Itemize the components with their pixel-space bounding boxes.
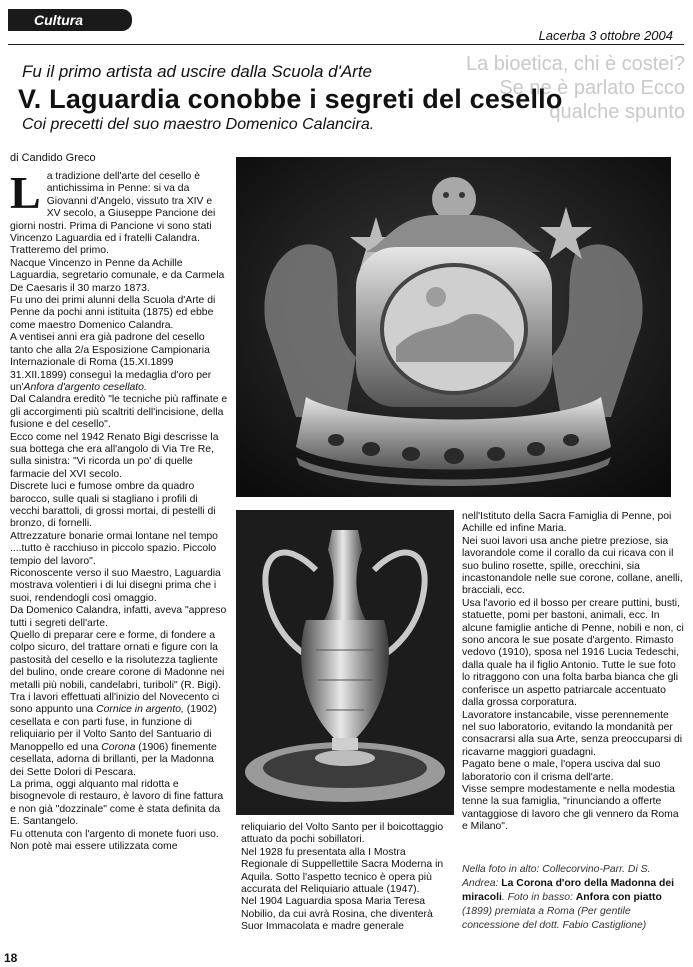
paragraph: Usa l'avorio ed il bosso per creare puttini, busti, statuette, pomi per bastoni, animali, ecc. In alcune famiglie antiche di Penne, nobili e non, ci sono ancora le sue posate d'argento. Rimasto vedovo (1910), sposa nel 1916 Lucia Tedeschi, dalla quale ha il figlio Antonio. Tutte le sue foto lo ritraggono con una folta barba bianca che gli conferisce un aspetto patriarcale accentuato dalla grossa corporatura. — [462, 597, 684, 709]
headline: V. Laguardia conobbe i segreti del cesello — [18, 84, 563, 114]
paragraph: Visse sempre modestamente e nella modestia tenne la sua famiglia, "rinunciando a offerte vantaggiose di lavoro che gli vennero da Roma e Milano". — [462, 783, 679, 833]
paragraph: Da Domenico Calandra, infatti, aveva "appreso tutti i segreti dell'arte. — [10, 605, 227, 629]
paragraph: Tra i lavori effettuati all'inizio del Novecento ci sono appunto una Cornice in argento, (1902) cesellata e con parti fuse, in funzione di reliquiario per il Volto Santo del Santuario di Manoppello ed una Corona (1906) finemente cesellata, adorna di brillanti, per la Madonna dei Sette Dolori di Pescara. — [10, 692, 220, 778]
header-rule — [8, 44, 684, 45]
paragraph: Non potè mai essere utilizzata come — [10, 840, 178, 852]
paragraph: Dal Calandra ereditò "le tecniche più raffinate e gli accorgimenti più scaltriti dell'incisione, della fusione e del cesello". — [10, 394, 228, 431]
crown-photo — [236, 157, 671, 497]
paragraph: A ventisei anni era già padrone del cesello tanto che alla 2/a Esposizione Campionaria Internazionale di Roma (15.XI.1899 31.XII.1899) conseguì la medaglia d'oro per un'Anfora d'argento cesellato. — [10, 332, 212, 393]
paragraph: nell'Istituto della Sacra Famiglia di Penne, poi Achille ed infine Maria. — [462, 511, 672, 535]
article-column-1 — [10, 167, 228, 853]
paragraph: Riconoscente verso il suo Maestro, Laguardia mostrava volentieri i di lui disegni prima che i suoi, rendendogli così omaggio. — [10, 568, 221, 604]
paragraph: La prima, oggi alquanto mal ridotta e bisognevole di restauro, è lavoro di fine fattura e non già "dozzinale" come è stata definita da E. Santangelo. — [10, 778, 224, 828]
kicker: Fu il primo artista ad uscire dalla Scuola d'Arte — [22, 62, 373, 81]
artwork-title: Cornice in argento, — [96, 704, 184, 716]
subheadline: Coi precetti del suo maestro Domenico Calancira. — [22, 116, 375, 133]
paragraph: Tratteremo del primo. — [10, 245, 109, 257]
paragraph: reliquiario del Volto Santo per il boicottaggio attuato da pochi sobillatori. — [241, 822, 444, 846]
amphora-illustration — [236, 510, 454, 815]
paragraph: La tradizione dell'arte del cesello è antichissima in Penne: si va da Giovanni d'Angelo, vissuto tra XIV e XV secolo, a Giuseppe Pancione dei giorni nostri. Prima di Pancione vi sono stati Vincenzo Laguardia ed i fratelli Calandra. — [10, 167, 216, 245]
caption-highlight: La Corona d'oro della Madonna dei miracoli — [462, 878, 675, 903]
page-number: 18 — [4, 951, 18, 965]
paragraph: Fu ottenuta con l'argento di monete fuori uso. — [10, 828, 219, 840]
paragraph: Attrezzature bonarie ormai lontane nel tempo ....tutto è racchiuso in piccolo spazio. Piccolo tempio del lavoro". — [10, 530, 218, 567]
dropcap: L — [10, 167, 41, 218]
article-column-2 — [241, 822, 451, 934]
paragraph: Ecco come nel 1942 Renato Bigi descrisse la sua bottega che era all'angolo di Via Tre Re, sulla sinistra: "Vi ricorda un po' di quelle farmacie del XVI secolo. — [10, 431, 219, 480]
paragraph: Lavoratore instancabile, visse perennemente nel suo laboratorio, evitando la mondanità per consacrarsi alla sua Arte, senza preoccuparsi di ricavarne maggiori guadagni. — [462, 709, 683, 758]
paragraph: Nel 1904 Laguardia sposa Maria Teresa Nobilio, da cui avrà Rosina, che diventerà Suor Immacolata e madre generale — [241, 896, 433, 933]
bleed-through-text: La bioetica, chi è costei? Se ne è parlato Ecco qualche spunto — [465, 53, 685, 123]
paragraph: Nei suoi lavori usa anche pietre preziose, sia lavorandole come il corallo da cui ricava con il suo bulino rosette, spille, orecchini, sia incastonandole nelle sue corone, collane, anelli, bracciali, ecc. — [462, 535, 683, 597]
photo-caption: Nella foto in alto: Collecorvino-Parr. Di S. Andrea: La Corona d'oro della Madonna dei miracoli. Foto in basso: Anfora con piatto (1899) premiata a Roma (Per gentile concessione del dott. Fabio Castiglione) — [462, 864, 675, 931]
artwork-title: Corona — [101, 741, 136, 753]
paragraph: Nacque Vincenzo in Penne da Achille Laguardia, segretario comunale, e da Carmela De Caesaris il 30 marzo 1873. — [10, 257, 225, 294]
paragraph: Discrete luci e fumose ombre da quadro barocco, sulle quali si stagliano i profili di vecchi barattoli, di grossi mortai, di pestelli di bronzo, di fornelli. — [10, 481, 216, 530]
paragraph: Nel 1928 fu presentata alla I Mostra Regionale di Suppellettile Sacra Moderna in Aquila. Sotto l'aspetto tecnico è opera più accurata del Reliquiario attuale (1947). — [241, 846, 444, 896]
paragraph: Quello di preparar cere e forme, di fondere a colpo sicuro, del trattare ornati e figure con la pastosità del cesello e la risolutezza tagliente del bulino, onde creare corone di Madonne nei metalli più nobili, candelabri, turiboli" (R. Bigi). — [10, 630, 225, 691]
paragraph: Fu uno dei primi alunni della Scuola d'Arte di Penne da pochi anni istituita (1875) ed ebbe come maestro Domenico Calandra. — [10, 295, 216, 331]
byline: di Candido Greco — [10, 152, 96, 164]
section-label: Cultura — [34, 12, 83, 28]
caption-highlight: Anfora con piatto — [575, 892, 662, 903]
artwork-title: Anfora d'argento cesellato. — [23, 381, 147, 393]
paragraph: Pagato bene o male, l'opera usciva dal suo laboratorio con il crisma dell'arte. — [462, 759, 661, 783]
crown-illustration — [236, 157, 671, 497]
issue-info: Lacerba 3 ottobre 2004 — [538, 28, 673, 43]
article-column-3 — [462, 511, 684, 834]
section-tag — [8, 9, 132, 31]
amphora-photo — [236, 510, 454, 815]
